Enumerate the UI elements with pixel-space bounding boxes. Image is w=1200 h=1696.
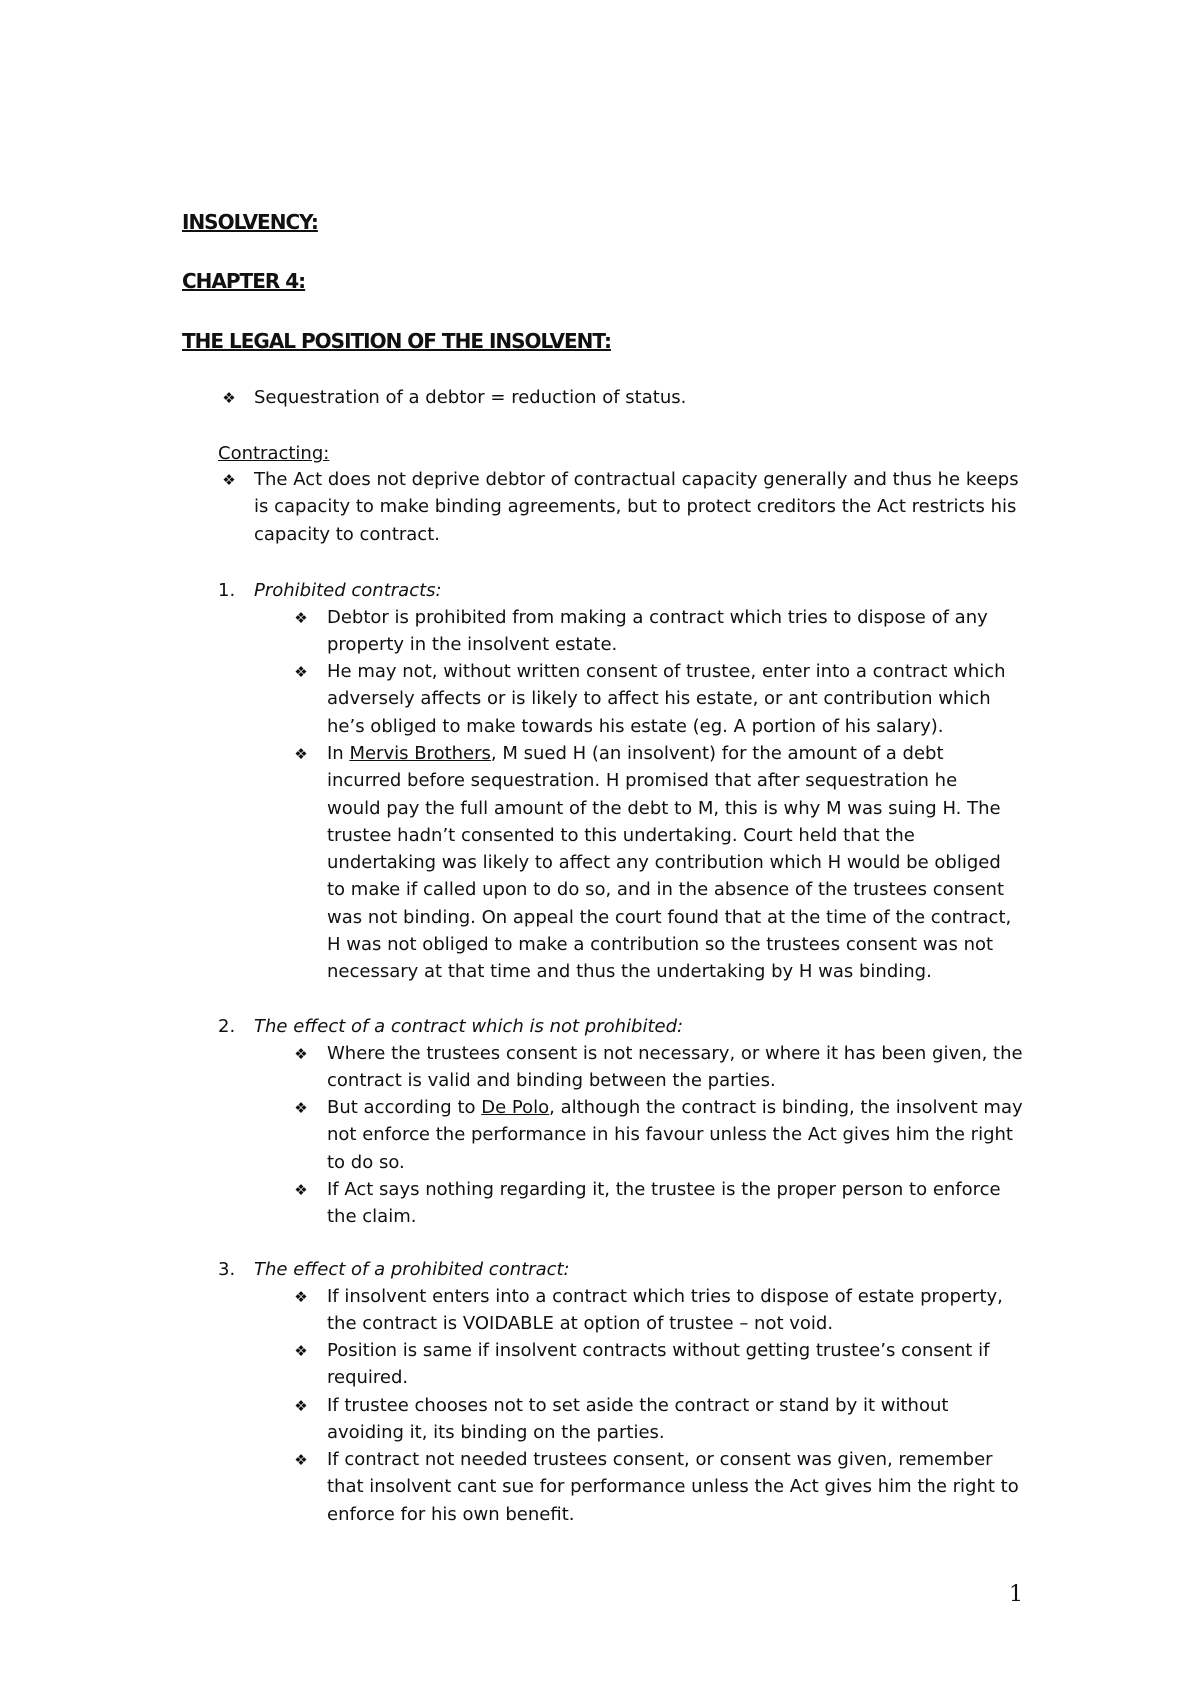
diamond-bullet-icon: ❖ [294,1341,308,1360]
intro-bullet-text: Sequestration of a debtor = reduction of status. [254,387,687,408]
list-item: Where the trustees consent is not necessary, or where it has been given, the contract is valid and binding between the parties. [327,1043,1023,1092]
list-item: Debtor is prohibited from making a contract which tries to dispose of any property in the insolvent estate. [327,607,988,656]
list-item: If insolvent enters into a contract which tries to dispose of estate property, the contract is VOIDABLE at option of trustee – not void. [327,1286,1003,1335]
contracting-bullet-text: The Act does not deprive debtor of contractual capacity generally and thus he keeps is capacity to make binding agreements, but to protect creditors the Act restricts his capacity to contract. [254,469,1019,545]
section-number: 2. [218,1016,236,1037]
list-item: He may not, without written consent of trustee, enter into a contract which adversely affects or is likely to affect his estate, or ant contribution which he’s obliged to make towards his estate (eg. A portion of his salary). [327,661,1006,737]
section-number: 3. [218,1259,236,1280]
section-number: 1. [218,580,236,601]
chapter-heading: CHAPTER 4: [182,269,306,293]
list-item: If Act says nothing regarding it, the trustee is the proper person to enforce the claim. [327,1179,1001,1228]
page-number: 1 [1009,1582,1023,1607]
list-item: But according to De Polo, although the contract is binding, the insolvent may not enforce the performance in his favour unless the Act gives him the right to do so. [327,1097,1023,1173]
diamond-bullet-icon: ❖ [294,1396,308,1415]
list-item: If trustee chooses not to set aside the contract or stand by it without avoiding it, its binding on the parties. [327,1395,949,1444]
diamond-bullet-icon: ❖ [294,1098,308,1117]
section-heading: Prohibited contracts: [254,580,442,601]
contracting-heading: Contracting: [218,443,330,464]
diamond-bullet-icon: ❖ [222,470,236,489]
diamond-bullet-icon: ❖ [294,1287,308,1306]
section-heading: The effect of a prohibited contract: [254,1259,570,1280]
diamond-bullet-icon: ❖ [294,744,308,763]
diamond-bullet-icon: ❖ [294,662,308,681]
case-name-link: De Polo [481,1097,550,1118]
list-item: Position is same if insolvent contracts without getting trustee’s consent if required. [327,1340,990,1389]
document-title: INSOLVENCY: [182,210,318,234]
diamond-bullet-icon: ❖ [294,1044,308,1063]
list-item: In Mervis Brothers, M sued H (an insolvent) for the amount of a debt incurred before sequestration. H promised that after sequestration he would pay the full amount of the debt to M, this is why M was suing H. The trustee hadn’t consented to this undertaking. Court held that the undertaking was likely to affect any contribution which H would be obliged to make if called upon to do so, and in the absence of the trustees consent was not binding. On appeal the court found that at the time of the contract, H was not obliged to make a contribution so the trustees consent was not necessary at that time and thus the undertaking by H was binding. [327,743,1012,983]
diamond-bullet-icon: ❖ [294,608,308,627]
section-title: THE LEGAL POSITION OF THE INSOLVENT: [182,329,611,353]
section-heading: The effect of a contract which is not prohibited: [254,1016,684,1037]
diamond-bullet-icon: ❖ [222,388,236,407]
case-name-link: Mervis Brothers [349,743,491,764]
diamond-bullet-icon: ❖ [294,1180,308,1199]
diamond-bullet-icon: ❖ [294,1450,308,1469]
list-item: If contract not needed trustees consent, or consent was given, remember that insolvent cant sue for performance unless the Act gives him the right to enforce for his own benefit. [327,1449,1019,1525]
